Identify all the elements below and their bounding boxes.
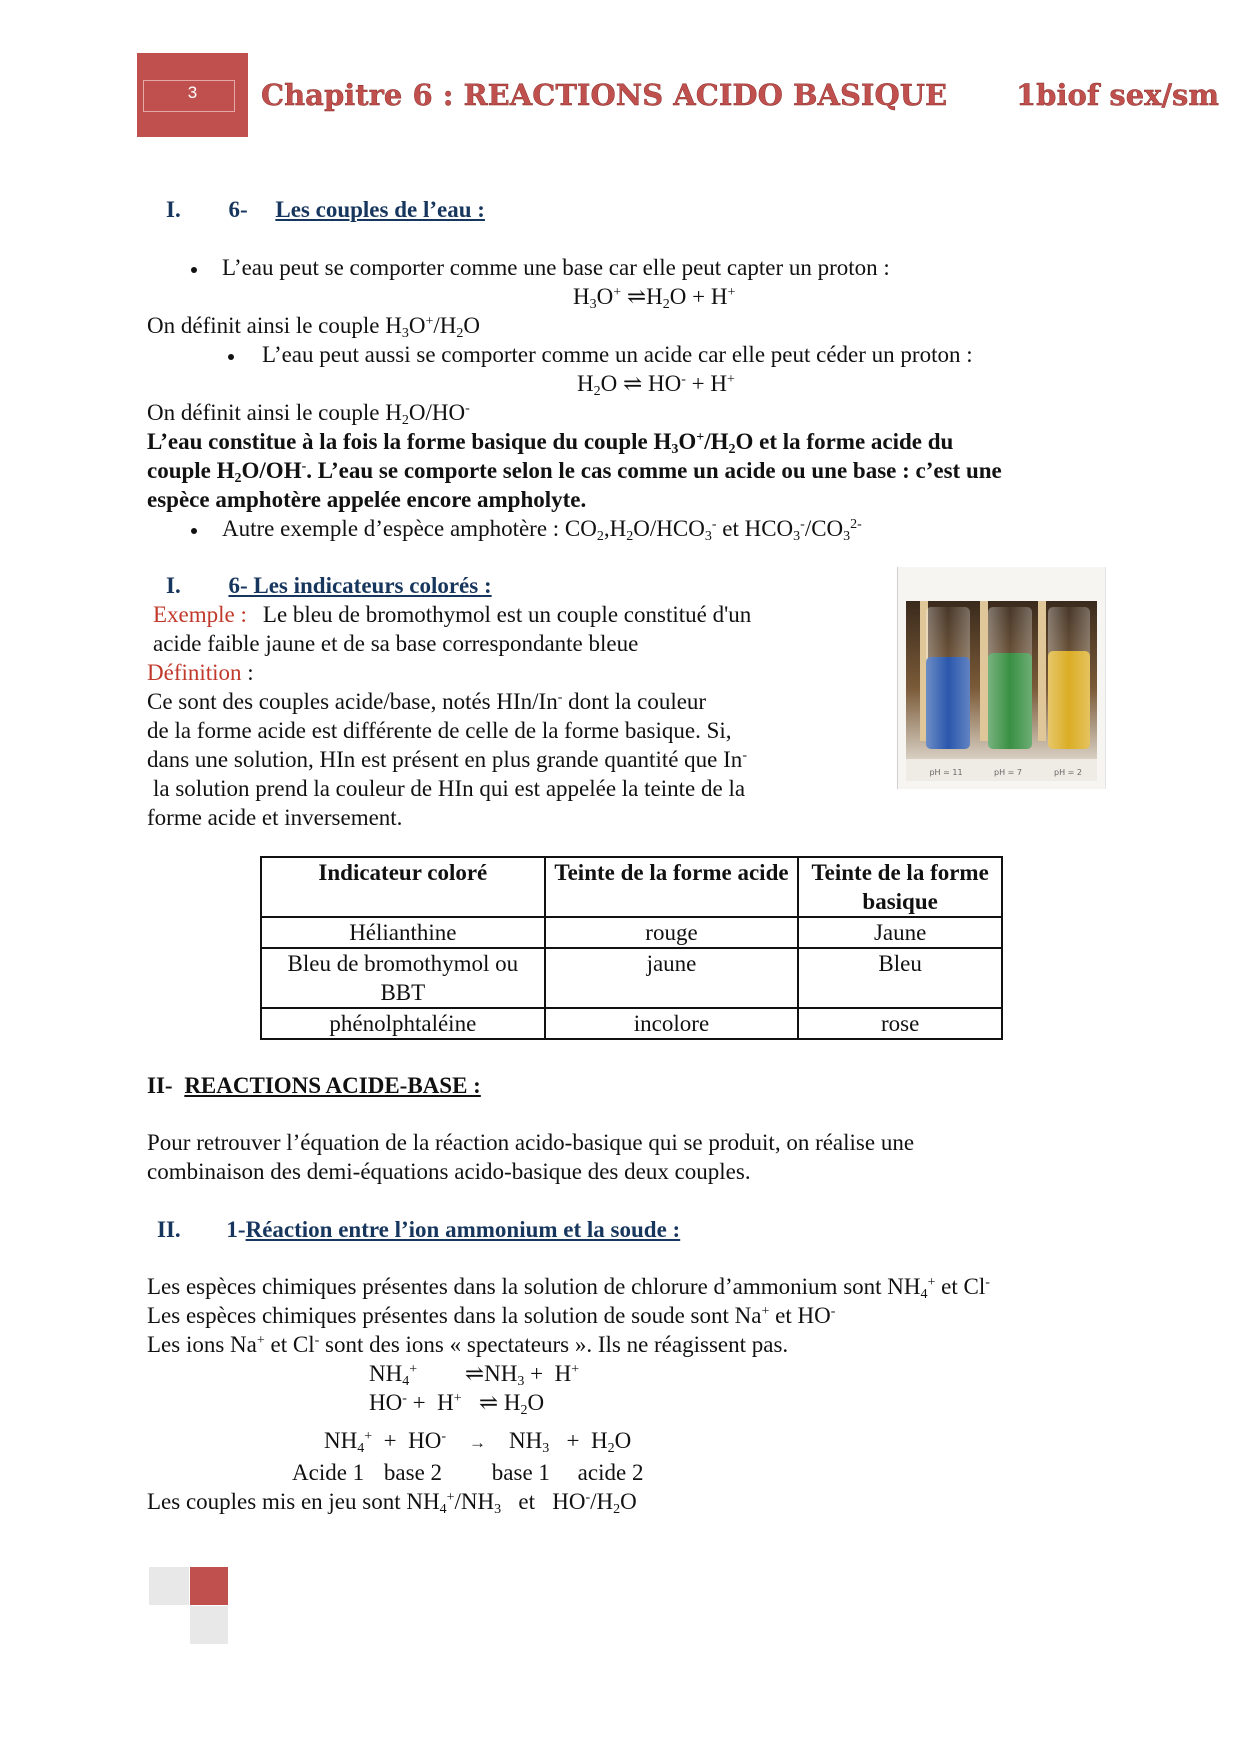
ammonium-species: Les espèces chimiques présentes dans la solution de chlorure d’ammonium sont $NH_4^+$ et Cl- — [147, 1274, 990, 1302]
bold-text: . L’eau se comporte selon le cas comme un acide ou une base : c’est une — [306, 458, 1002, 483]
species-text: Les espèces chimiques présentes dans la solution de soude sont Na — [147, 1303, 762, 1328]
ph-label: pH = 7 — [994, 768, 1022, 777]
section-title: Réaction entre l’ion ammonium et la soude : — [245, 1217, 681, 1242]
equation-h2o: $H_2O$ ⇌ HO- + H+ — [577, 371, 735, 399]
couple-intro: On définit ainsi le couple H — [147, 313, 402, 338]
role-label: acide 2 — [577, 1460, 644, 1485]
amphoter-line-1: L’eau constitue à la fois la forme basique du couple $H_3O^+/H_2O$ et la forme acide du — [147, 429, 954, 457]
table-row — [261, 1008, 1002, 1039]
bullet-icon — [191, 267, 197, 273]
table-cell: rose — [798, 1008, 1002, 1039]
section-heading-reactions — [147, 1071, 481, 1100]
table-cell: Bleu de bromothymol ou BBT — [261, 948, 545, 1008]
section-heading-ammonium — [157, 1215, 680, 1244]
amphoter-example: Autre exemple d’espèce amphotère : $CO_2,H_2O/HCO_3^-$ et $HCO_3^-/CO_3^{2-}$ — [222, 516, 862, 544]
couple-h2o-line: On définit ainsi le couple $H_2O/HO^-$ — [147, 400, 470, 428]
half-equation-ho: HO- + H+ ⇌ $H_2O$ — [369, 1390, 545, 1418]
table-cell: Jaune — [798, 917, 1002, 948]
footer-square-grey — [190, 1606, 228, 1644]
spectator-text: et Cl — [264, 1332, 315, 1357]
soude-species: Les espèces chimiques présentes dans la solution de soude sont Na+ et HO- — [147, 1303, 836, 1328]
table-cell: incolore — [545, 1008, 799, 1039]
page-number: 3 — [187, 83, 198, 102]
section-title: Les couples de l’eau : — [275, 197, 485, 222]
definition-1: Ce sont des couples acide/base, notés HIn/In- dont la couleur — [147, 689, 707, 714]
bbt-tubes-photo — [897, 567, 1106, 789]
couple-h3o-line: On définit ainsi le couple $H_3O^+/H_2O$ — [147, 313, 481, 341]
bold-text: couple H — [147, 458, 235, 483]
definition-5: forme acide et inversement. — [147, 805, 403, 830]
example-line — [153, 600, 751, 629]
half-equation-nh4: $NH_4^+$ $\rightleftharpoons NH_3 + H^+$ — [369, 1361, 580, 1389]
example-text-2: acide faible jaune et de sa base correspondante bleue — [153, 631, 639, 656]
class-label: 1biof sex/sm — [1016, 78, 1220, 112]
bold-text: O et la forme acide du — [735, 429, 954, 454]
definition-2: de la forme acide est différente de celle de la forme basique. Si, — [147, 718, 732, 743]
water-acid-text: L’eau peut aussi se comporter comme un acide car elle peut céder un proton : — [262, 342, 973, 367]
section-roman: II. — [157, 1217, 181, 1242]
bold-text: L’eau constitue à la fois la forme basique du couple H — [147, 429, 672, 454]
role-label: base 1 — [491, 1460, 550, 1485]
table-row — [261, 948, 1002, 1008]
section-prefix: II- — [147, 1073, 173, 1098]
spectator-text: Les ions Na — [147, 1332, 257, 1357]
amphoter-line-2: couple $H_2O/OH^-$. L’eau se comporte selon le cas comme un acide ou une base : c’est une — [147, 458, 1002, 486]
footer-square-grey — [149, 1567, 189, 1605]
table-cell: phénolphtaléine — [261, 1008, 545, 1039]
definition-text: Ce sont des couples acide/base, notés HIn/In — [147, 689, 558, 714]
couples-involved: Les couples mis en jeu sont $NH_4^+/NH_3$ et $HO^-/H_2O$ — [147, 1489, 637, 1517]
definition-line: Définition : — [147, 660, 254, 685]
equation-h3o: $H_3O^+$ $\rightleftharpoons H_2O + H^+$ — [573, 284, 736, 312]
definition-text: dans une solution, HIn est présent en plus grande quantité que In — [147, 747, 743, 772]
definition-text: dont la couleur — [562, 689, 707, 714]
indicator-table — [260, 856, 1003, 1040]
table-header-row — [261, 857, 1002, 917]
ph-label: pH = 11 — [929, 768, 963, 777]
ph-label: pH = 2 — [1054, 768, 1082, 777]
species-text: Les espèces chimiques présentes dans la solution de chlorure d’ammonium sont NH — [147, 1274, 921, 1299]
water-base-text: L’eau peut se comporter comme une base car elle peut capter un proton : — [222, 255, 890, 280]
table-cell: Hélianthine — [261, 917, 545, 948]
example-text: Autre exemple d’espèce amphotère : CO — [222, 516, 597, 541]
table-cell: jaune — [545, 948, 799, 1008]
footer-square-red — [190, 1567, 228, 1605]
role-label: Acide 1 — [292, 1460, 365, 1485]
amphoter-line-3: espèce amphotère appelée encore ampholyte. — [147, 487, 587, 512]
bullet-icon — [228, 354, 234, 360]
example-text: Le bleu de bromothymol est un couple constitué d'un — [262, 602, 752, 627]
section-title: REACTIONS ACIDE-BASE : — [184, 1073, 481, 1098]
table-row — [261, 917, 1002, 948]
page-number-box — [137, 53, 248, 137]
section-roman: I. — [166, 197, 181, 222]
reactions-text-2: combinaison des demi-équations acido-basique des deux couples. — [147, 1159, 751, 1184]
couples-text: Les couples mis en jeu sont NH — [147, 1489, 440, 1514]
definition-label: Définition — [147, 660, 242, 685]
definition-3: dans une solution, HIn est présent en plus grande quantité que In- — [147, 747, 747, 772]
equation-roles — [292, 1458, 643, 1487]
section-roman: I. — [166, 573, 181, 598]
bullet-icon — [191, 528, 197, 534]
section-title: 6- Les indicateurs colorés : — [228, 573, 492, 598]
role-label: base 2 — [383, 1460, 443, 1485]
definition-4: la solution prend la couleur de HIn qui est appelée la teinte de la — [153, 776, 746, 801]
table-header-cell: Teinte de la forme acide — [545, 857, 799, 917]
section-number: 6- — [228, 197, 248, 222]
spectator-text: sont des ions « spectateurs ». Ils ne réagissent pas. — [319, 1332, 789, 1357]
global-equation: $NH_4^+ + HO^-$ → $NH_3 + H_2O$ — [324, 1428, 632, 1456]
table-cell: Bleu — [798, 948, 1002, 1008]
section-heading-indicators — [166, 571, 492, 600]
spectator-ions: Les ions Na+ et Cl- sont des ions « spectateurs ». Ils ne réagissent pas. — [147, 1332, 789, 1357]
section-heading-water — [166, 195, 485, 224]
reactions-text-1: Pour retrouver l’équation de la réaction acido-basique qui se produit, on réalise une — [147, 1130, 915, 1155]
table-header-cell: Teinte de la forme basique — [798, 857, 1002, 917]
couple-intro: On définit ainsi le couple H — [147, 400, 402, 425]
chapter-title: Chapitre 6 : REACTIONS ACIDO BASIQUE — [261, 78, 948, 112]
example-label: Exemple : — [153, 602, 247, 627]
bbt-tubes-image — [898, 567, 1105, 789]
section-number: 1- — [226, 1217, 246, 1242]
table-cell: rouge — [545, 917, 799, 948]
table-header-cell: Indicateur coloré — [261, 857, 545, 917]
